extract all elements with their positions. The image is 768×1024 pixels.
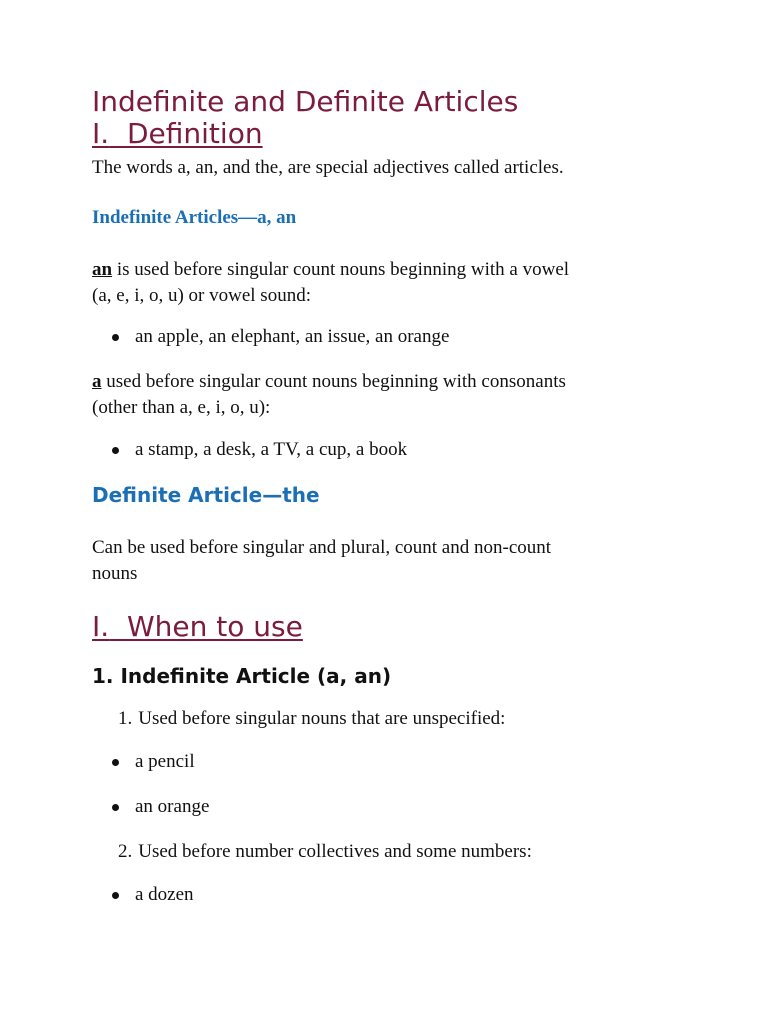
indefinite-articles-heading: Indefinite Articles—a, an <box>92 207 297 228</box>
item-text: Used before singular nouns that are unspecified: <box>138 708 506 729</box>
an-examples: an apple, an elephant, an issue, an orange <box>135 326 450 347</box>
section-label: When to use <box>126 610 303 643</box>
an-keyword: an <box>92 259 113 280</box>
list-item <box>112 324 449 350</box>
section-label: Definition <box>126 117 263 150</box>
list-item <box>112 437 407 463</box>
item-number: 1. <box>118 708 133 729</box>
list-item: a dozen <box>112 882 194 908</box>
a-rule-line-1: a used before singular count nouns beginning with consonants <box>92 371 566 392</box>
item-text: Used before number collectives and some numbers: <box>138 841 532 862</box>
item-number: 2. <box>118 841 133 862</box>
section-number: I. <box>92 610 110 643</box>
a-examples: a stamp, a desk, a TV, a cup, a book <box>135 439 408 460</box>
a-rule-line-2: (other than a, e, i, o, u): <box>92 397 271 418</box>
definite-article-heading: Definite Article—the <box>92 483 320 507</box>
definition-text: The words a, an, and the, are special adjectives called articles. <box>92 157 564 178</box>
list-item: a pencil <box>112 749 195 775</box>
section-heading-definition <box>92 117 263 150</box>
bullet-icon <box>112 892 119 899</box>
definite-text-line-1: Can be used before singular and plural, count and non-count <box>92 537 552 558</box>
an-rule-line-2: (a, e, i, o, u) or vowel sound: <box>92 285 311 306</box>
definite-text-line-2: nouns <box>92 563 138 584</box>
section-number: I. <box>92 117 110 150</box>
list-item: an orange <box>112 794 209 820</box>
bullet-icon <box>112 447 119 454</box>
a-keyword: a <box>92 371 102 392</box>
bullet-icon <box>112 804 119 811</box>
an-rule-line-1: an is used before singular count nouns beginning with a vowel <box>92 259 570 280</box>
bullet-icon <box>112 334 119 341</box>
numbered-item <box>118 706 505 732</box>
section-heading-when-to-use <box>92 610 303 643</box>
bullet-icon <box>112 759 119 766</box>
document-title: Indefinite and Definite Articles <box>92 85 519 118</box>
subsection-heading: 1. Indefinite Article (a, an) <box>92 664 392 688</box>
numbered-item <box>118 839 532 865</box>
